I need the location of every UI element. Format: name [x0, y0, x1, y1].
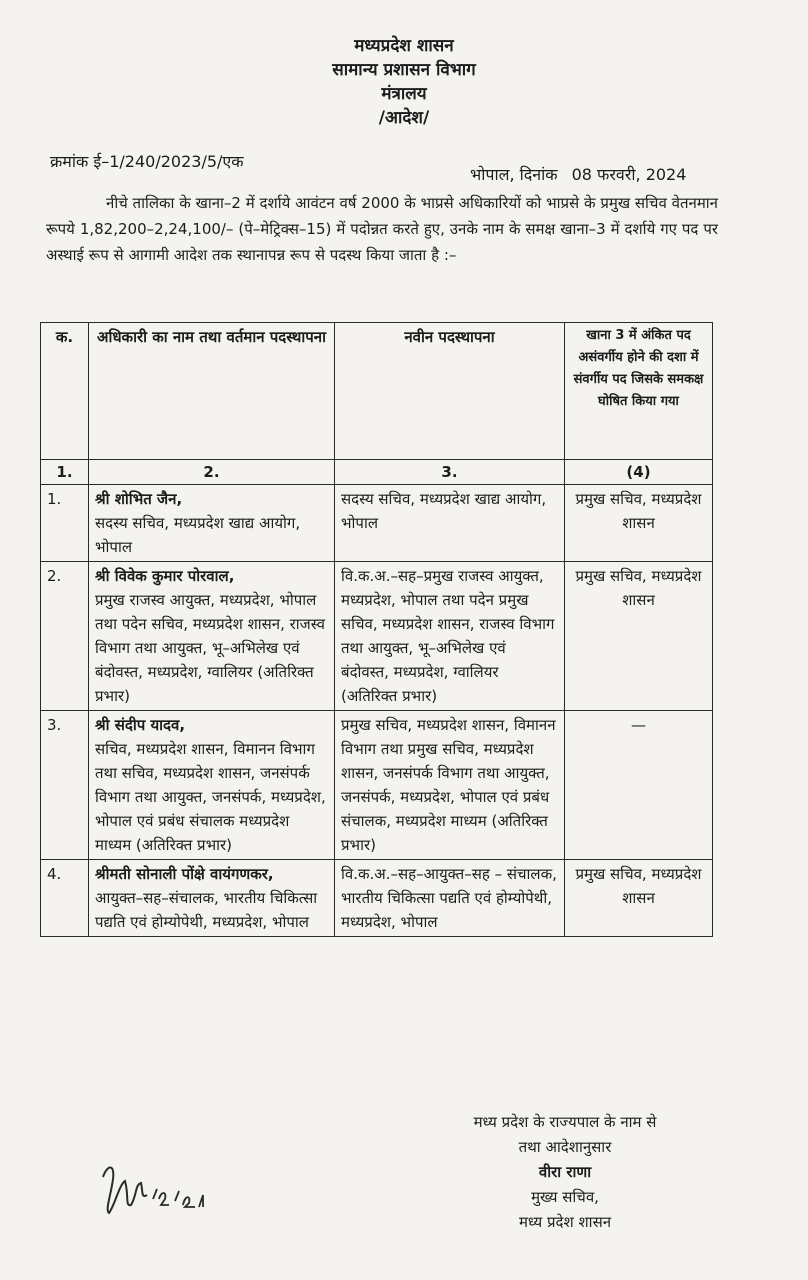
table-row — [41, 860, 713, 937]
officer-cell — [89, 711, 335, 860]
officer-name: श्री संदीप यादव, — [95, 716, 186, 734]
current-posting: आयुक्त–सह–संचालक, भारतीय चिकित्सा पद्यति एवं होम्योपेथी, मध्यप्रदेश, भोपाल — [95, 889, 318, 931]
colnum-2: 2. — [89, 460, 335, 485]
equivalent-post: — — [565, 711, 713, 860]
table-row — [41, 711, 713, 860]
ministry-name: मंत्रालय — [381, 84, 427, 104]
intro-paragraph: नीचे तालिका के खाना–2 में दर्शाये आवंटन वर्ष 2000 के भाप्रसे अधिकारियों को भाप्रसे के प्रमुख सचिव वेतनमान रूपये 1,82,200–2,24,100/– (पे–मेट्रिक्स–15) में पदोन्नत करते हुए, उनके नाम के समक्ष खाना–3 में दर्शाये गए पद पर अस्थाई रूप से आगामी आदेश तक स्थानापन्न रूप से पदस्थ किया जाता है :– — [46, 194, 718, 264]
new-posting: सदस्य सचिव, मध्यप्रदेश खाद्य आयोग, भोपाल — [335, 485, 565, 562]
header-new-posting: नवीन पदस्थापना — [335, 323, 565, 460]
signatory-office: मध्य प्रदेश शासन — [518, 1213, 612, 1231]
officer-name: श्री शोभित जैन, — [95, 490, 183, 508]
new-posting: प्रमुख सचिव, मध्यप्रदेश शासन, विमानन विभाग तथा प्रमुख सचिव, मध्यप्रदेश शासन, जनसंपर्क विभाग तथा आयुक्त, जनसंपर्क, मध्यप्रदेश, भोपाल एवं प्रबंध संचालक, मध्यप्रदेश माध्यम (अतिरिक्त प्रभार) — [335, 711, 565, 860]
equivalent-post: प्रमुख सचिव, मध्यप्रदेश शासन — [565, 860, 713, 937]
row-sno: 3. — [41, 711, 89, 860]
header-officer: अधिकारी का नाम तथा वर्तमान पदस्थापना — [89, 323, 335, 460]
signatory-designation: मुख्य सचिव, — [531, 1188, 599, 1206]
table-row — [41, 485, 713, 562]
colnum-3: 3. — [335, 460, 565, 485]
letterhead — [0, 34, 808, 130]
officer-name: श्री विवेक कुमार पोरवाल, — [95, 567, 235, 585]
order-line: तथा आदेशानुसार — [518, 1138, 612, 1156]
header-equivalent-post: खाना 3 में अंकित पद असंवर्गीय होने की दशा में संवर्गीय पद जिसके समकक्ष घोषित किया गया — [565, 323, 713, 460]
govt-name: मध्यप्रदेश शासन — [354, 36, 454, 56]
equivalent-post: प्रमुख सचिव, मध्यप्रदेश शासन — [565, 485, 713, 562]
officer-name: श्रीमती सोनाली पोंक्षे वायंगणकर, — [95, 865, 274, 883]
signature-block — [430, 1110, 700, 1235]
colnum-1: 1. — [41, 460, 89, 485]
place: भोपाल, दिनांक — [470, 165, 558, 184]
officer-cell — [89, 562, 335, 711]
department-name: सामान्य प्रशासन विभाग — [332, 60, 476, 80]
new-posting: वि.क.अ.–सह–आयुक्त–सह – संचालक, भारतीय चिकित्सा पद्यति एवं होम्योपेथी, मध्यप्रदेश, भोपाल — [335, 860, 565, 937]
column-number-row — [41, 460, 713, 485]
governor-line: मध्य प्रदेश के राज्यपाल के नाम से — [473, 1113, 657, 1131]
row-sno: 1. — [41, 485, 89, 562]
new-posting: वि.क.अ.–सह–प्रमुख राजस्व आयुक्त, मध्यप्रदेश, भोपाल तथा पदेन प्रमुख सचिव, मध्यप्रदेश शासन, राजस्व विभाग तथा आयुक्त, भू–अभिलेख एवं बंदोवस्त, मध्यप्रदेश, ग्वालियर (अतिरिक्त प्रभार) — [335, 562, 565, 711]
reference-number: क्रमांक ई–1/240/2023/5/एक — [50, 152, 244, 171]
current-posting: प्रमुख राजस्व आयुक्त, मध्यप्रदेश, भोपाल तथा पदेन सचिव, मध्यप्रदेश शासन, राजस्व विभाग तथा आयुक्त, भू–अभिलेख एवं बंदोवस्त, मध्यप्रदेश, ग्वालियर (अतिरिक्त प्रभार) — [95, 591, 325, 705]
current-posting: सचिव, मध्यप्रदेश शासन, विमानन विभाग तथा सचिव, मध्यप्रदेश शासन, जनसंपर्क विभाग तथा आयुक्त, जनसंपर्क, मध्यप्रदेश, भोपाल एवं प्रबंध संचालक मध्यप्रदेश माध्यम (अतिरिक्त प्रभार) — [95, 740, 326, 854]
order-title: /आदेश/ — [378, 108, 430, 128]
header-sno: क. — [41, 323, 89, 460]
table-row — [41, 562, 713, 711]
row-sno: 4. — [41, 860, 89, 937]
current-posting: सदस्य सचिव, मध्यप्रदेश खाद्य आयोग, भोपाल — [95, 514, 301, 556]
equivalent-post: प्रमुख सचिव, मध्यप्रदेश शासन — [565, 562, 713, 711]
table-header-row — [41, 323, 713, 460]
handwritten-initials-signature — [95, 1155, 215, 1225]
postings-table — [40, 322, 713, 937]
row-sno: 2. — [41, 562, 89, 711]
place-date — [470, 163, 686, 185]
colnum-4: (4) — [565, 460, 713, 485]
officer-cell — [89, 485, 335, 562]
officer-cell — [89, 860, 335, 937]
signatory-name: वीरा राणा — [538, 1163, 592, 1181]
order-date: 08 फरवरी, 2024 — [571, 165, 687, 184]
